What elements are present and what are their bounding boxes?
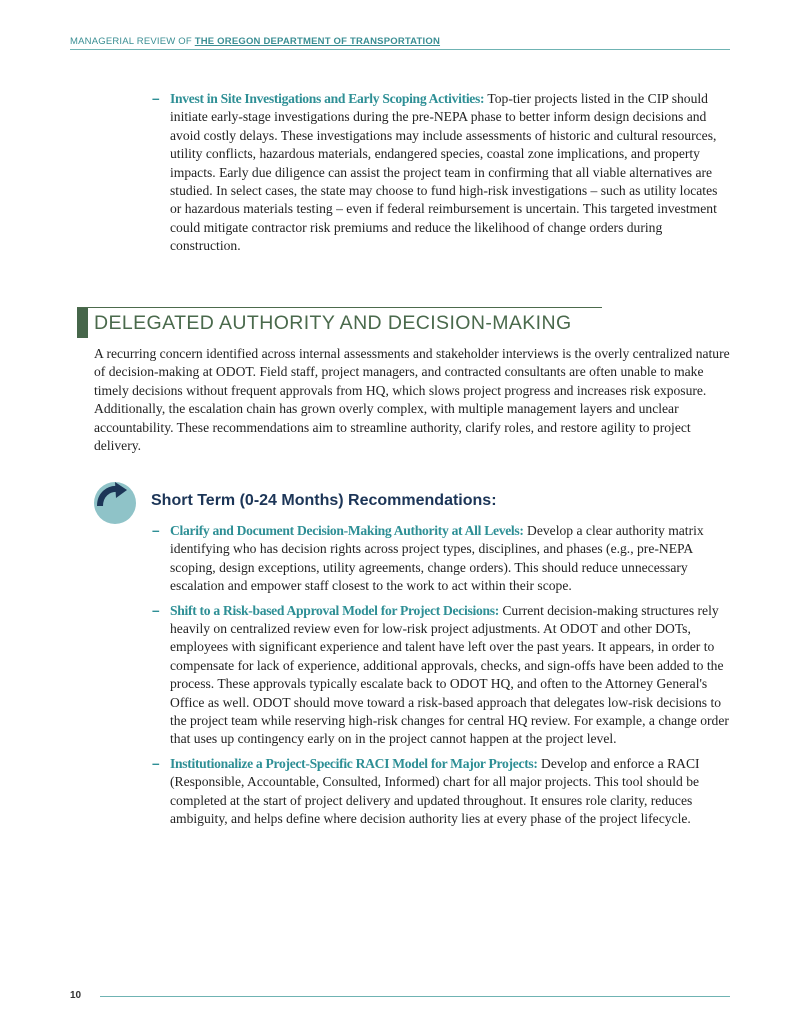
footer-rule xyxy=(100,996,730,997)
section-heading xyxy=(77,307,602,337)
bullet-clarify-authority xyxy=(150,522,730,596)
page-footer xyxy=(70,989,730,1003)
page-header xyxy=(70,36,730,50)
bullet-lead: Institutionalize a Project-Specific RACI Model for Major Projects: xyxy=(170,755,538,771)
bullet-lead: Shift to a Risk-based Approval Model for Project Decisions: xyxy=(170,602,499,618)
top-bullet-list xyxy=(150,90,730,262)
section-accent-bar xyxy=(77,308,88,338)
bullet-body: Develop and enforce a RACI (Responsible, Accountable, Consulted, Informed) chart for all major projects. This tool should be completed at the start of project delivery and updated throughout. It ensures role clarity, reduces ambiguity, and helps define where decision authority lies at every phase of the project lifecycle. xyxy=(170,755,700,827)
bullet-body: Develop a clear authority matrix identifying who has decision rights across project types, disciplines, and phases (e.g., pre-NEPA scoping, design exceptions, utility agreements, change orders). This should reduce unnecessary escalation and empower staff closest to the work to act within their scope. xyxy=(170,523,704,594)
section-title: DELEGATED AUTHORITY AND DECISION-MAKING xyxy=(94,311,572,334)
header-text xyxy=(70,36,730,48)
header-prefix: MANAGERIAL REVIEW OF xyxy=(70,36,195,47)
section-intro: A recurring concern identified across internal assessments and stakeholder interviews is the overly centralized nature of decision-making at ODOT. Field staff, project managers, and contracted consultants are often unable to make timely decisions without frequent approvals from HQ, which slows project progress and increases risk exposure. Additionally, the escalation chain has grown overly complex, with multiple management layers and unclear accountability. These recommendations aim to streamline authority, clarify roles, and restore agility to project delivery. xyxy=(94,346,730,454)
bullet-site-investigations xyxy=(150,90,730,256)
bullet-dash: – xyxy=(152,523,160,538)
short-term-title: Short Term (0-24 Months) Recommendations: xyxy=(151,492,497,509)
bullet-dash: – xyxy=(152,755,160,771)
bullet-dash: – xyxy=(152,91,160,106)
header-highlight: THE OREGON DEPARTMENT OF TRANSPORTATION xyxy=(194,36,441,47)
page-number: 10 xyxy=(70,990,82,1001)
bullet-dash: – xyxy=(152,602,160,618)
bullet-body: Top-tier projects listed in the CIP should initiate early-stage investigations during the pre-NEPA phase to better inform design decisions and avoid costly delays. These investigations may include assessments of historic and cultural resources, utility conflicts, hazardous materials, endangered species, coastal zone implications, and property impacts. Early due diligence can assist the project team in confirming that all viable alternatives are studied. In select cases, the state may choose to fund high-risk investigations – such as utility locates or hazardous materials testing – even if federal reimbursement is uncertain. This targeted investment could mitigate contractor risk premiums and reduce the likelihood of change orders during construction. xyxy=(170,91,718,254)
redo-arrow-icon xyxy=(94,482,136,524)
short-term-bullet-list xyxy=(150,522,730,835)
bullet-body: Current decision-making structures rely heavily on centralized review even for low-risk project adjustments. At ODOT and other DOTs, employees with significant experience and talent have left over the past years. It appears, in order to compensate for lack of experience, additional approvals, checks, and sign-offs have been added to the process. These approvals typically escalate back to ODOT HQ, and often to the Attorney General's Office as well. ODOT should move toward a risk-based approach that delegates low-risk decisions to the project team while reserving high-risk changes for central HQ review. For example, a change order that uses up contingency early on in the project cannot happen at the project level. xyxy=(170,602,729,747)
bullet-raci-model xyxy=(150,755,730,829)
bullet-risk-based-approval xyxy=(150,602,730,749)
bullet-lead: Invest in Site Investigations and Early Scoping Activities: xyxy=(170,91,485,106)
bullet-lead: Clarify and Document Decision-Making Authority at All Levels: xyxy=(170,523,524,538)
